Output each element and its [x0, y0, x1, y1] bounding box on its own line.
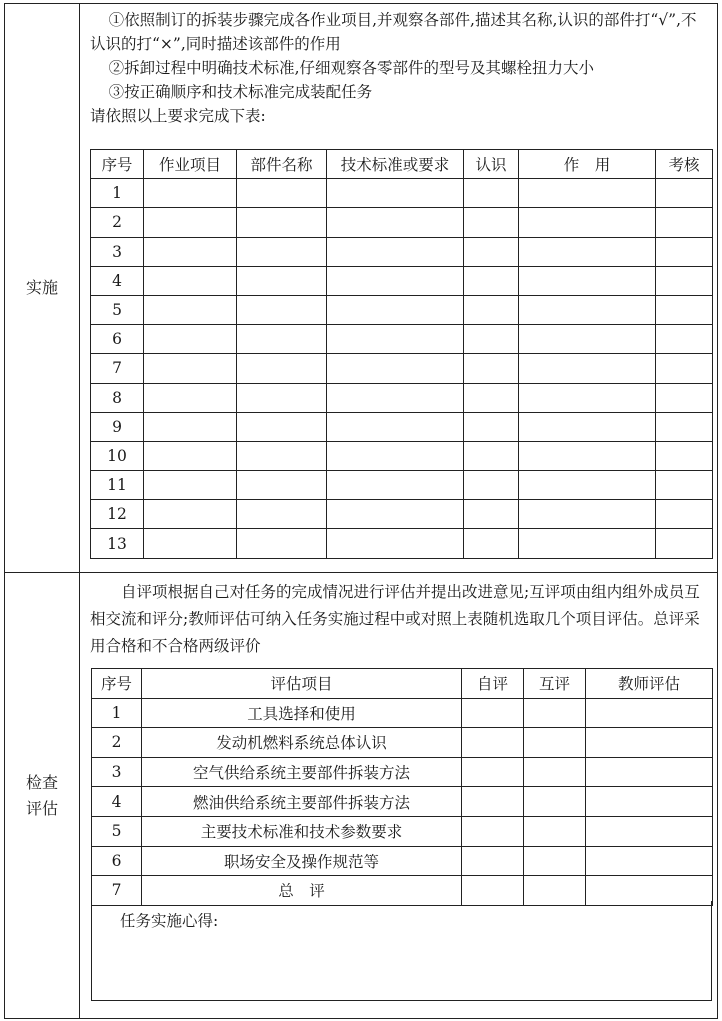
eval-item: 发动机燃料系统总体认识	[142, 728, 462, 758]
evaluation-side-text-2: 评估	[25, 798, 58, 818]
eval-col-header-teacher: 教师评估	[586, 669, 713, 699]
recognize-cell[interactable]	[464, 179, 519, 208]
eval-row	[92, 816, 713, 846]
table-row	[91, 500, 713, 529]
eval-row	[92, 787, 713, 817]
row-number: 9	[91, 412, 144, 441]
function-cell[interactable]	[519, 412, 656, 441]
table-row	[91, 529, 713, 558]
teacher-eval-cell[interactable]	[586, 816, 713, 846]
work-item-cell[interactable]	[144, 441, 237, 470]
work-item-cell[interactable]	[144, 179, 237, 208]
teacher-eval-cell[interactable]	[586, 728, 713, 758]
row-number: 7	[91, 354, 144, 383]
table-row	[91, 295, 713, 324]
evaluation-content	[80, 573, 717, 1018]
row-number: 1	[91, 179, 144, 208]
eval-row-number: 4	[92, 787, 142, 817]
work-item-cell[interactable]	[144, 295, 237, 324]
table-row	[91, 325, 713, 354]
row-number: 8	[91, 383, 144, 412]
col-header-function: 作 用	[519, 150, 656, 179]
table-row	[91, 179, 713, 208]
eval-item: 工具选择和使用	[142, 698, 462, 728]
assessment-cell[interactable]	[656, 471, 713, 500]
function-cell[interactable]	[519, 208, 656, 237]
row-number: 11	[91, 471, 144, 500]
eval-item: 空气供给系统主要部件拆装方法	[142, 757, 462, 787]
assessment-cell[interactable]	[656, 441, 713, 470]
function-cell[interactable]	[519, 325, 656, 354]
eval-header-row	[92, 669, 713, 699]
row-number: 2	[91, 208, 144, 237]
part-name-cell[interactable]	[237, 500, 327, 529]
implementation-side-text: 实施	[25, 278, 58, 297]
eval-row	[92, 757, 713, 787]
work-item-cell[interactable]	[144, 237, 237, 266]
assessment-cell[interactable]	[656, 295, 713, 324]
function-cell[interactable]	[519, 441, 656, 470]
row-number: 3	[91, 237, 144, 266]
recognize-cell[interactable]	[464, 295, 519, 324]
tech-standard-cell[interactable]	[327, 295, 464, 324]
work-items-table	[90, 149, 713, 559]
teacher-eval-cell[interactable]	[586, 846, 713, 876]
instruction-1: ①依照制订的拆装步骤完成各作业项目,并观察各部件,描述其名称,认识的部件打“√”,不认识的打“×”,同时描述该部件的作用	[90, 11, 697, 53]
peer-eval-cell[interactable]	[524, 698, 586, 728]
col-header-recognize: 认识	[464, 150, 519, 179]
peer-eval-cell[interactable]	[524, 846, 586, 876]
eval-row	[92, 728, 713, 758]
row-number: 10	[91, 441, 144, 470]
assessment-cell[interactable]	[656, 412, 713, 441]
work-item-cell[interactable]	[144, 529, 237, 558]
eval-row-number: 5	[92, 816, 142, 846]
function-cell[interactable]	[519, 383, 656, 412]
self-eval-cell[interactable]	[462, 757, 524, 787]
assessment-cell[interactable]	[656, 237, 713, 266]
part-name-cell[interactable]	[237, 529, 327, 558]
eval-item: 燃油供给系统主要部件拆装方法	[142, 787, 462, 817]
table-intro: 请依照以上要求完成下表:	[90, 107, 266, 125]
row-number: 13	[91, 529, 144, 558]
teacher-eval-cell[interactable]	[586, 757, 713, 787]
function-cell[interactable]	[519, 471, 656, 500]
implementation-content	[80, 4, 717, 572]
assessment-cell[interactable]	[656, 500, 713, 529]
function-cell[interactable]	[519, 295, 656, 324]
eval-row	[92, 698, 713, 728]
assessment-cell[interactable]	[656, 354, 713, 383]
part-name-cell[interactable]	[237, 412, 327, 441]
instruction-2: ②拆卸过程中明确技术标准,仔细观察各零部件的型号及其螺栓扭力大小	[108, 59, 595, 77]
part-name-cell[interactable]	[237, 208, 327, 237]
self-eval-cell[interactable]	[462, 728, 524, 758]
part-name-cell[interactable]	[237, 471, 327, 500]
eval-row-number: 6	[92, 846, 142, 876]
col-header-tech-standard: 技术标准或要求	[327, 150, 464, 179]
implementation-section	[5, 4, 717, 573]
col-header-work-item: 作业项目	[144, 150, 237, 179]
assessment-cell[interactable]	[656, 179, 713, 208]
recognize-cell[interactable]	[464, 500, 519, 529]
eval-item: 职场安全及操作规范等	[142, 846, 462, 876]
col-header-no: 序号	[91, 150, 144, 179]
work-item-cell[interactable]	[144, 354, 237, 383]
assessment-cell[interactable]	[656, 325, 713, 354]
self-eval-cell[interactable]	[462, 816, 524, 846]
part-name-cell[interactable]	[237, 383, 327, 412]
function-cell[interactable]	[519, 354, 656, 383]
recognize-cell[interactable]	[464, 471, 519, 500]
eval-col-header-peer: 互评	[524, 669, 586, 699]
row-number: 6	[91, 325, 144, 354]
evaluation-side-label	[5, 573, 80, 1018]
part-name-cell[interactable]	[237, 295, 327, 324]
work-item-cell[interactable]	[144, 383, 237, 412]
eval-row-number: 1	[92, 698, 142, 728]
evaluation-table	[91, 668, 713, 906]
work-item-cell[interactable]	[144, 412, 237, 441]
eval-col-header-no: 序号	[92, 669, 142, 699]
self-eval-cell[interactable]	[462, 787, 524, 817]
function-cell[interactable]	[519, 529, 656, 558]
col-header-part-name: 部件名称	[237, 150, 327, 179]
row-number: 12	[91, 500, 144, 529]
evaluation-description-text: 自评项根据自己对任务的完成情况进行评估并提出改进意见;互评项由组内组外成员互相交流和评分;教师评估可纳入任务实施过程中或对照上表随机选取几个项目评估。总评采用合格和不合格两级评价	[90, 583, 700, 655]
part-name-cell[interactable]	[237, 237, 327, 266]
tech-standard-cell[interactable]	[327, 441, 464, 470]
eval-row-number: 3	[92, 757, 142, 787]
table-row	[91, 441, 713, 470]
worksheet	[4, 3, 718, 1019]
implementation-instructions	[90, 8, 709, 128]
tech-standard-cell[interactable]	[327, 383, 464, 412]
task-notes-box[interactable]	[91, 901, 712, 1001]
work-item-cell[interactable]	[144, 325, 237, 354]
table-row	[91, 266, 713, 295]
teacher-eval-cell[interactable]	[586, 698, 713, 728]
assessment-cell[interactable]	[656, 529, 713, 558]
peer-eval-cell[interactable]	[524, 816, 586, 846]
eval-col-header-self: 自评	[462, 669, 524, 699]
evaluation-section	[5, 573, 717, 1018]
tech-standard-cell[interactable]	[327, 237, 464, 266]
recognize-cell[interactable]	[464, 266, 519, 295]
eval-item: 主要技术标准和技术参数要求	[142, 816, 462, 846]
tech-standard-cell[interactable]	[327, 471, 464, 500]
eval-item: 总 评	[142, 876, 462, 906]
work-item-cell[interactable]	[144, 471, 237, 500]
table-row	[91, 412, 713, 441]
function-cell[interactable]	[519, 237, 656, 266]
recognize-cell[interactable]	[464, 383, 519, 412]
peer-eval-cell[interactable]	[524, 757, 586, 787]
recognize-cell[interactable]	[464, 208, 519, 237]
part-name-cell[interactable]	[237, 266, 327, 295]
tech-standard-cell[interactable]	[327, 500, 464, 529]
table-row	[91, 354, 713, 383]
recognize-cell[interactable]	[464, 237, 519, 266]
assessment-cell[interactable]	[656, 266, 713, 295]
table-header-row	[91, 150, 713, 179]
peer-eval-cell[interactable]	[524, 728, 586, 758]
implementation-side-label	[5, 4, 80, 572]
eval-row	[92, 846, 713, 876]
instruction-3: ③按正确顺序和技术标准完成装配任务	[108, 83, 373, 101]
recognize-cell[interactable]	[464, 529, 519, 558]
work-item-cell[interactable]	[144, 266, 237, 295]
recognize-cell[interactable]	[464, 412, 519, 441]
eval-row-number: 2	[92, 728, 142, 758]
table-row	[91, 383, 713, 412]
tech-standard-cell[interactable]	[327, 354, 464, 383]
part-name-cell[interactable]	[237, 179, 327, 208]
eval-col-header-item: 评估项目	[142, 669, 462, 699]
teacher-eval-cell[interactable]	[586, 787, 713, 817]
tech-standard-cell[interactable]	[327, 412, 464, 441]
table-row	[91, 208, 713, 237]
assessment-cell[interactable]	[656, 208, 713, 237]
tech-standard-cell[interactable]	[327, 266, 464, 295]
recognize-cell[interactable]	[464, 441, 519, 470]
self-eval-cell[interactable]	[462, 846, 524, 876]
row-number: 5	[91, 295, 144, 324]
recognize-cell[interactable]	[464, 325, 519, 354]
function-cell[interactable]	[519, 266, 656, 295]
evaluation-description	[90, 579, 707, 660]
table-row	[91, 471, 713, 500]
tech-standard-cell[interactable]	[327, 208, 464, 237]
work-item-cell[interactable]	[144, 500, 237, 529]
table-row	[91, 237, 713, 266]
part-name-cell[interactable]	[237, 354, 327, 383]
part-name-cell[interactable]	[237, 441, 327, 470]
task-notes-label: 任务实施心得:	[120, 912, 219, 930]
eval-row-number: 7	[92, 876, 142, 906]
tech-standard-cell[interactable]	[327, 325, 464, 354]
tech-standard-cell[interactable]	[327, 529, 464, 558]
row-number: 4	[91, 266, 144, 295]
self-eval-cell[interactable]	[462, 698, 524, 728]
peer-eval-cell[interactable]	[524, 787, 586, 817]
function-cell[interactable]	[519, 500, 656, 529]
part-name-cell[interactable]	[237, 325, 327, 354]
function-cell[interactable]	[519, 179, 656, 208]
col-header-assessment: 考核	[656, 150, 713, 179]
tech-standard-cell[interactable]	[327, 179, 464, 208]
evaluation-side-text-1: 检查	[25, 772, 58, 792]
work-item-cell[interactable]	[144, 208, 237, 237]
assessment-cell[interactable]	[656, 383, 713, 412]
recognize-cell[interactable]	[464, 354, 519, 383]
